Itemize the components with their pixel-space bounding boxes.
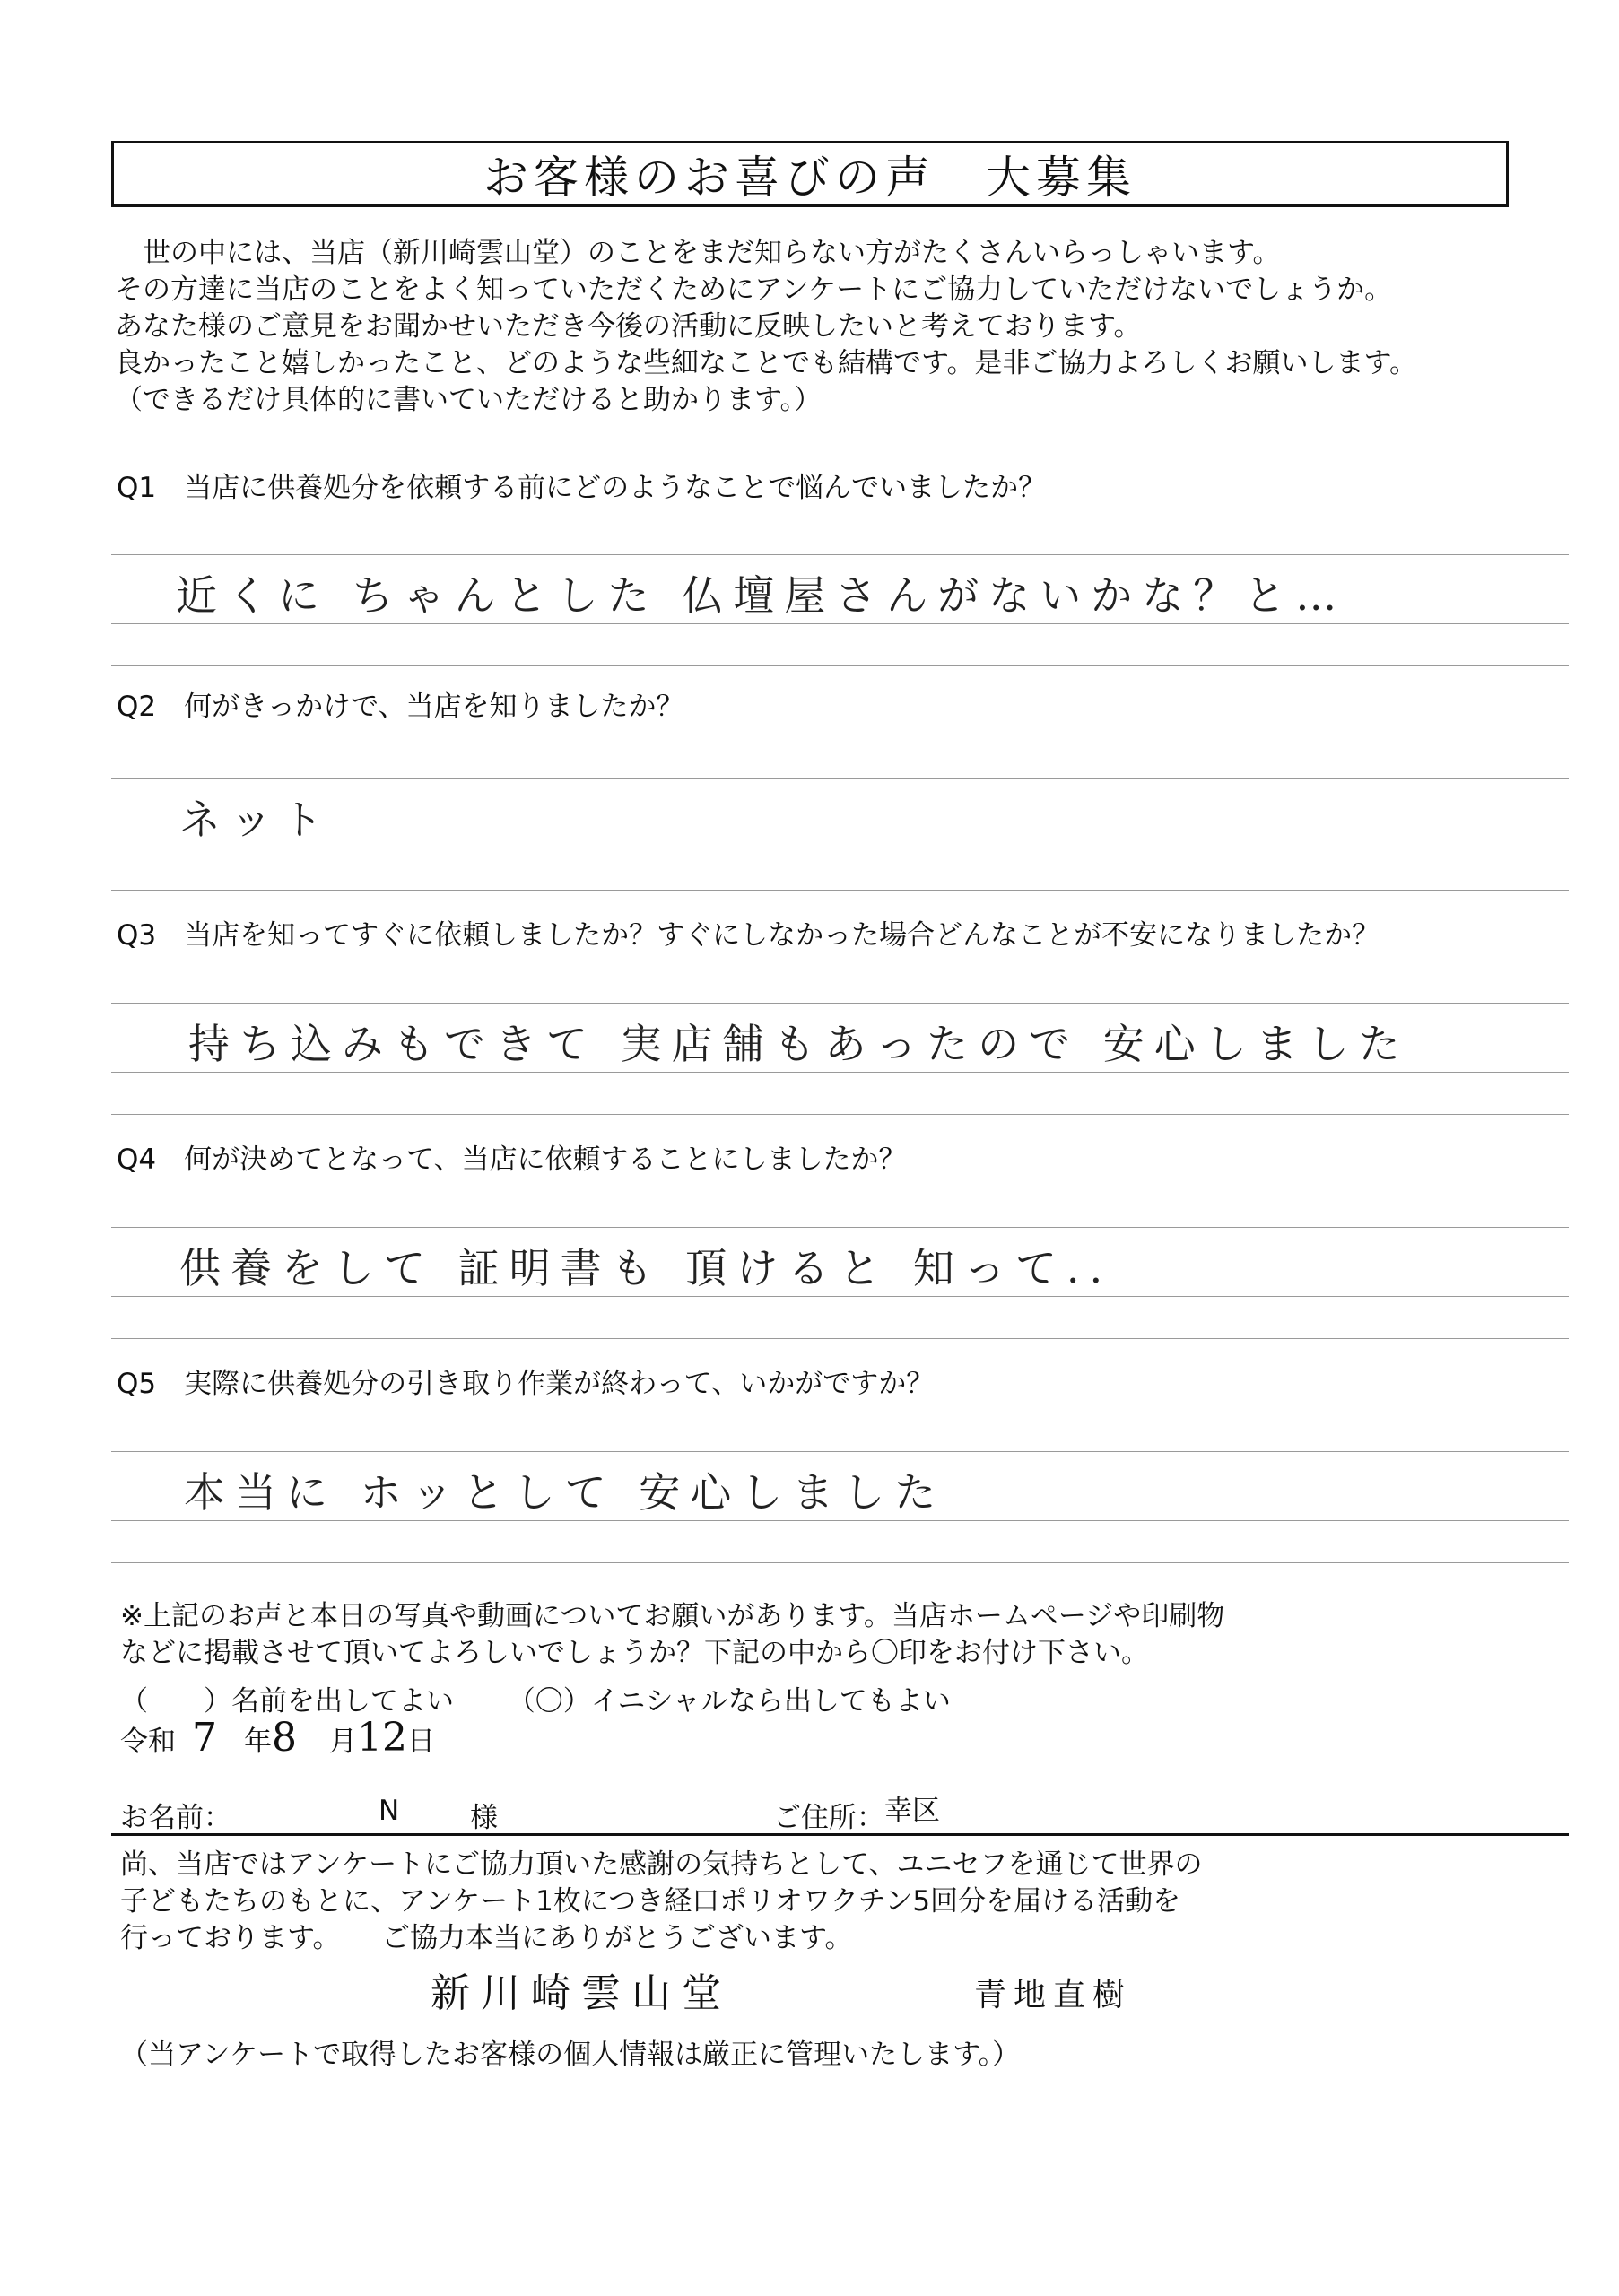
intro-paragraph	[115, 235, 1550, 419]
date-row	[120, 1715, 435, 1761]
answer-rule	[111, 1338, 1569, 1339]
store-name: 新川崎雲山堂	[431, 1970, 732, 2016]
intro-line: あなた様のご意見をお聞かせいただき今後の活動に反映したいと考えております。	[115, 310, 1142, 343]
answer-q4: 供養をして 証明書も 頂けると 知って..	[179, 1244, 1113, 1292]
consent-mark-name	[148, 1685, 176, 1718]
date-month-unit: 月	[329, 1726, 357, 1758]
question-q4: Q4 何が決めてとなって、当店に依頼することにしましたか？	[117, 1144, 907, 1176]
intro-line: 世の中には、当店（新川崎雲山堂）のことをまだ知らない方がたくさんいらっしゃいます。	[115, 237, 1281, 269]
answer-rule	[111, 623, 1569, 624]
notice-line: などに掲載させて頂いてよろしいでしょうか？下記の中から〇印をお付け下さい。	[120, 1637, 1149, 1669]
answer-rule	[111, 1227, 1569, 1228]
privacy-note: （当アンケートで取得したお客様の個人情報は厳正に管理いたします。）	[120, 2039, 1021, 2071]
answer-q2: ネット	[179, 796, 333, 844]
question-q3: Q3 当店を知ってすぐに依頼しましたか？すぐにしなかった場合どんなことが不安になりましたか？	[117, 919, 1380, 952]
store-name-row	[431, 1961, 732, 2018]
answer-q3: 持ち込みもできて 実店舗もあったので 安心しました	[188, 1020, 1410, 1068]
address-value: 幸区	[884, 1795, 940, 1827]
closing-line: 子どもたちのもとに、アンケート1枚につき経口ポリオワクチン5回分を届ける活動を	[120, 1885, 1181, 1918]
answer-rule	[111, 778, 1569, 779]
answer-rule	[111, 1562, 1569, 1563]
intro-line: （できるだけ具体的に書いていただけると助かります。）	[115, 384, 823, 416]
title-box	[111, 141, 1509, 207]
consent-option-name[interactable]: （ ）名前を出してよい	[120, 1685, 454, 1718]
notice-line: ※上記のお声と本日の写真や動画についてお願いがあります。当店ホームページや印刷物	[120, 1600, 1225, 1632]
answer-rule	[111, 1451, 1569, 1452]
date-day: 12	[357, 1715, 407, 1761]
date-era: 令和	[120, 1726, 176, 1758]
answer-rule	[111, 1296, 1569, 1297]
consent-mark-initials: 〇	[535, 1685, 563, 1718]
answer-rule	[111, 1114, 1569, 1115]
date-month: 8	[272, 1715, 297, 1761]
intro-line: その方達に当店のことをよく知っていただくためにアンケートにご協力していただけないでしょうか。	[115, 274, 1393, 306]
closing-line: 尚、当店ではアンケートにご協力頂いた感謝の気持ちとして、ユニセフを通じて世界の	[120, 1848, 1203, 1881]
name-value: N	[379, 1795, 400, 1827]
question-q2: Q2 何がきっかけで、当店を知りましたか？	[117, 691, 684, 723]
name-label: お名前：	[120, 1802, 231, 1834]
answer-rule	[111, 1520, 1569, 1521]
answer-rule	[111, 554, 1569, 555]
question-q5: Q5 実際に供養処分の引き取り作業が終わって、いかがですか？	[117, 1368, 935, 1400]
signature-rule	[111, 1833, 1569, 1836]
page-title: お客様のお喜びの声 大募集	[483, 152, 1136, 204]
consent-options	[120, 1678, 951, 1718]
intro-line: 良かったこと嬉しかったこと、どのような些細なことでも結構です。是非ご協力よろしくお願いします。	[115, 347, 1418, 379]
name-honorific: 様	[470, 1802, 498, 1834]
signature-row	[120, 1795, 1555, 1834]
date-year-unit: 年	[244, 1726, 272, 1758]
address-label: ご住所：	[773, 1802, 884, 1834]
answer-rule	[111, 1003, 1569, 1004]
answer-rule	[111, 890, 1569, 891]
answer-q5: 本当に ホッとして 安心しました	[184, 1468, 946, 1517]
answer-rule	[111, 665, 1569, 666]
consent-option-initials[interactable]: （〇）イニシャルなら出してもよい	[507, 1685, 951, 1718]
date-day-unit: 日	[407, 1726, 435, 1758]
answer-rule	[111, 1072, 1569, 1073]
date-year: 7	[192, 1715, 217, 1761]
consent-label-initials: イニシャルなら出してもよい	[590, 1685, 951, 1718]
closing-line: 行っております。 ご協力本当にありがとうございます。	[120, 1922, 853, 1954]
closing-paragraph	[120, 1847, 1555, 1957]
owner-name: 青地直樹	[974, 1977, 1133, 2013]
publication-notice	[120, 1598, 1555, 1672]
question-q1: Q1 当店に供養処分を依頼する前にどのようなことで悩んでいましたか？	[117, 472, 1047, 504]
consent-label-name: 名前を出してよい	[231, 1685, 454, 1718]
answer-q1: 近くに ちゃんとした 仏壇屋さんがないかな？と…	[176, 571, 1347, 620]
